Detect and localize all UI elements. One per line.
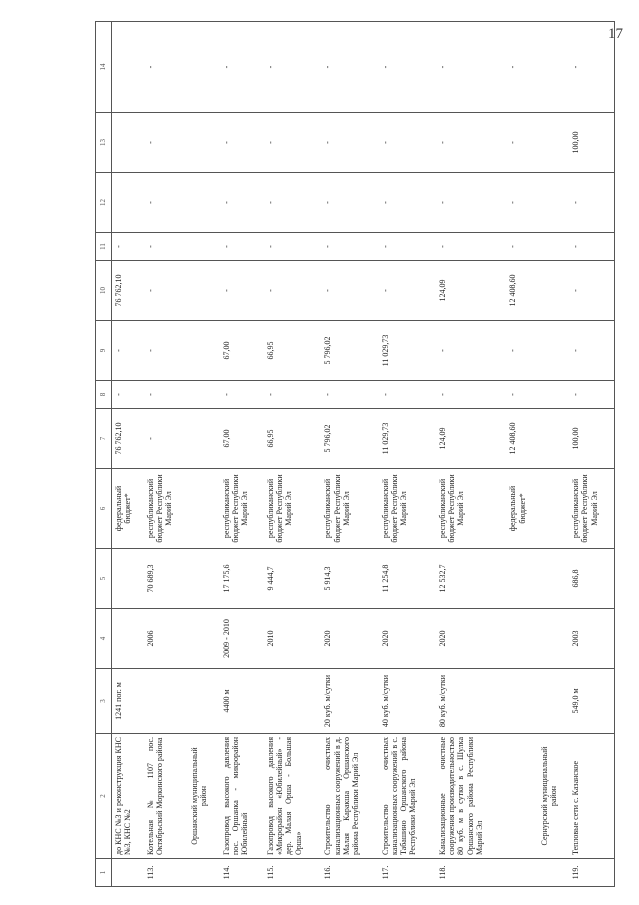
cell-cost: 9 444,7	[264, 549, 321, 609]
cell-num: 114.	[220, 859, 264, 887]
cell-c12: -	[144, 173, 188, 233]
cell-years	[112, 609, 144, 669]
cell-c10: -	[321, 261, 378, 321]
cell-c12: -	[321, 173, 378, 233]
cell-capacity: 4400 м	[220, 669, 264, 734]
section-empty-cell	[538, 22, 569, 113]
cell-c11: -	[144, 233, 188, 261]
cell-total: 11 029,73	[379, 409, 436, 469]
cell-years	[506, 609, 537, 669]
cell-c14: -	[144, 22, 188, 113]
section-empty-cell	[188, 261, 219, 321]
rotated-table-container	[95, 22, 615, 887]
cell-c9: 66,95	[264, 321, 321, 381]
cell-source: республиканский бюджет Республики Марий Эл	[379, 469, 436, 549]
cell-c14: -	[220, 22, 264, 113]
section-empty-cell	[188, 173, 219, 233]
cell-c9: -	[144, 321, 188, 381]
section-empty-cell	[538, 609, 569, 669]
cell-name: Газопровод высокого давления «Микрорайон «Юбилейный» - дер. Малая Орша - Большая Орша»	[264, 734, 321, 859]
section-empty-cell	[538, 469, 569, 549]
section-row	[538, 22, 569, 887]
cell-c13: -	[264, 113, 321, 173]
cell-name: Газопровод высокого давления пос. Оршанка - микрорайон Юбилейный	[220, 734, 264, 859]
cell-capacity: 549,0 м	[569, 669, 614, 734]
cell-source: республиканский бюджет Республики Марий Эл	[144, 469, 188, 549]
cell-c12: -	[264, 173, 321, 233]
cell-source: республиканский бюджет Республики Марий Эл	[321, 469, 378, 549]
cell-c13: -	[321, 113, 378, 173]
cell-cost	[112, 549, 144, 609]
cell-c14: -	[569, 22, 614, 113]
cell-num: 113.	[144, 859, 188, 887]
table-row	[144, 22, 188, 887]
section-empty-cell	[538, 549, 569, 609]
cell-source: республиканский бюджет Республики Марий Эл	[264, 469, 321, 549]
cell-total: 100,00	[569, 409, 614, 469]
section-empty-cell	[188, 669, 219, 734]
cell-c13: 100,00	[569, 113, 614, 173]
cell-c13: -	[506, 113, 537, 173]
section-num-cell	[188, 859, 219, 887]
section-empty-cell	[538, 381, 569, 409]
table-row	[220, 22, 264, 887]
cell-c9: 5 796,02	[321, 321, 378, 381]
column-header-2: 2	[96, 734, 112, 859]
cell-name: до КНС №3 и реконструкция КНС №3, КНС №2	[112, 734, 144, 859]
cell-num: 116.	[321, 859, 378, 887]
section-num-cell	[538, 859, 569, 887]
table-row	[436, 22, 506, 887]
table-row	[321, 22, 378, 887]
table-row	[569, 22, 614, 887]
column-header-8: 8	[96, 381, 112, 409]
cell-total: 5 796,02	[321, 409, 378, 469]
cell-c10: -	[569, 261, 614, 321]
cell-c10: 124,09	[436, 261, 506, 321]
section-empty-cell	[188, 609, 219, 669]
cell-years: 2006	[144, 609, 188, 669]
cell-c10: -	[379, 261, 436, 321]
cell-c14	[112, 22, 144, 113]
cell-c8: -	[112, 381, 144, 409]
column-header-1: 1	[96, 859, 112, 887]
table-row	[506, 22, 537, 887]
cell-c8: -	[506, 381, 537, 409]
cell-c9: 67,00	[220, 321, 264, 381]
cell-c14: -	[264, 22, 321, 113]
cell-c11: -	[506, 233, 537, 261]
cell-total: 67,00	[220, 409, 264, 469]
cell-years: 2009 - 2010	[220, 609, 264, 669]
cell-c10: -	[264, 261, 321, 321]
cell-c14: -	[506, 22, 537, 113]
cell-c8: -	[144, 381, 188, 409]
cell-cost	[506, 549, 537, 609]
cell-c8: -	[436, 381, 506, 409]
cell-cost: 12 532,7	[436, 549, 506, 609]
cell-num: 117.	[379, 859, 436, 887]
cell-c12	[112, 173, 144, 233]
cell-c11: -	[112, 233, 144, 261]
section-empty-cell	[188, 113, 219, 173]
section-empty-cell	[188, 233, 219, 261]
investment-objects-table	[95, 21, 615, 887]
cell-total: 76 762,10	[112, 409, 144, 469]
cell-num	[112, 859, 144, 887]
cell-c13: -	[220, 113, 264, 173]
cell-c12: -	[436, 173, 506, 233]
cell-c12: -	[569, 173, 614, 233]
section-empty-cell	[538, 669, 569, 734]
section-title: Сернурский муниципальный район	[538, 734, 569, 859]
cell-c10: -	[220, 261, 264, 321]
cell-years: 2020	[379, 609, 436, 669]
cell-num: 118.	[436, 859, 506, 887]
cell-capacity: 80 куб. м/сутки	[436, 669, 506, 734]
cell-c10: 12 408,60	[506, 261, 537, 321]
column-header-10: 10	[96, 261, 112, 321]
cell-name: Тепловые сети с. Казанское	[569, 734, 614, 859]
cell-c13	[112, 113, 144, 173]
cell-name: Строительство очистных канализационных сооружений в с. Табашино Оршанского района Республики Марий Эл	[379, 734, 436, 859]
cell-source: федеральный бюджет*	[506, 469, 537, 549]
cell-c14: -	[321, 22, 378, 113]
cell-capacity	[506, 669, 537, 734]
column-header-13: 13	[96, 113, 112, 173]
cell-c9: -	[569, 321, 614, 381]
cell-num: 115.	[264, 859, 321, 887]
section-empty-cell	[538, 321, 569, 381]
table-row	[112, 22, 144, 887]
table-row	[264, 22, 321, 887]
cell-c13: -	[379, 113, 436, 173]
cell-c11: -	[264, 233, 321, 261]
page-number: 17	[608, 26, 623, 42]
section-empty-cell	[188, 321, 219, 381]
column-header-6: 6	[96, 469, 112, 549]
column-header-9: 9	[96, 321, 112, 381]
cell-name: Канализационные очистные сооружения производительностью 80 куб. м в сутки в с. Шулка Оршанского района Республики Марий Эл	[436, 734, 506, 859]
cell-total: 12 408,60	[506, 409, 537, 469]
cell-capacity: 1241 пог. м	[112, 669, 144, 734]
cell-capacity	[264, 669, 321, 734]
cell-c8: -	[220, 381, 264, 409]
header-row	[96, 22, 112, 887]
cell-cost: 5 914,3	[321, 549, 378, 609]
column-header-5: 5	[96, 549, 112, 609]
cell-years: 2003	[569, 609, 614, 669]
cell-total: 66,95	[264, 409, 321, 469]
section-empty-cell	[188, 381, 219, 409]
cell-source: федеральный бюджет*	[112, 469, 144, 549]
cell-source: республиканский бюджет Республики Марий Эл	[569, 469, 614, 549]
cell-years: 2020	[321, 609, 378, 669]
section-title: Оршанский муниципальный район	[188, 734, 219, 859]
cell-capacity: 20 куб. м/сутки	[321, 669, 378, 734]
cell-cost: 17 175,6	[220, 549, 264, 609]
section-empty-cell	[538, 233, 569, 261]
cell-source: республиканский бюджет Республики Марий Эл	[436, 469, 506, 549]
cell-c11: -	[220, 233, 264, 261]
section-empty-cell	[538, 113, 569, 173]
cell-c13: -	[144, 113, 188, 173]
cell-years: 2020	[436, 609, 506, 669]
cell-name: Котельная № 1107 пос. Октябрьский Моркинского района	[144, 734, 188, 859]
cell-years: 2010	[264, 609, 321, 669]
cell-c8: -	[379, 381, 436, 409]
cell-c10: 76 762,10	[112, 261, 144, 321]
section-empty-cell	[188, 469, 219, 549]
section-empty-cell	[538, 173, 569, 233]
cell-c11: -	[436, 233, 506, 261]
cell-c14: -	[436, 22, 506, 113]
cell-c12: -	[220, 173, 264, 233]
cell-name: Строительство очистных канализационных сооружений в д. Малая Каракша Оршанского района Республики Марий Эл	[321, 734, 378, 859]
section-empty-cell	[538, 261, 569, 321]
section-row	[188, 22, 219, 887]
column-header-12: 12	[96, 173, 112, 233]
cell-num	[506, 859, 537, 887]
cell-c8: -	[569, 381, 614, 409]
cell-total: -	[144, 409, 188, 469]
cell-source: республиканский бюджет Республики Марий Эл	[220, 469, 264, 549]
cell-c8: -	[264, 381, 321, 409]
cell-c13: -	[436, 113, 506, 173]
cell-c9: -	[506, 321, 537, 381]
column-header-3: 3	[96, 669, 112, 734]
cell-c9: -	[112, 321, 144, 381]
cell-c12: -	[506, 173, 537, 233]
column-header-4: 4	[96, 609, 112, 669]
cell-c9: 11 029,73	[379, 321, 436, 381]
cell-capacity	[144, 669, 188, 734]
table-row	[379, 22, 436, 887]
section-empty-cell	[538, 409, 569, 469]
cell-c12: -	[379, 173, 436, 233]
column-header-11: 11	[96, 233, 112, 261]
cell-c10: -	[144, 261, 188, 321]
cell-total: 124,09	[436, 409, 506, 469]
section-empty-cell	[188, 549, 219, 609]
cell-name	[506, 734, 537, 859]
cell-capacity: 40 куб. м/сутки	[379, 669, 436, 734]
cell-c11: -	[321, 233, 378, 261]
cell-num: 119.	[569, 859, 614, 887]
cell-cost: 11 254,8	[379, 549, 436, 609]
column-header-7: 7	[96, 409, 112, 469]
section-empty-cell	[188, 22, 219, 113]
cell-cost: 686,8	[569, 549, 614, 609]
cell-c8: -	[321, 381, 378, 409]
cell-c11: -	[569, 233, 614, 261]
column-header-14: 14	[96, 22, 112, 113]
cell-cost: 70 689,3	[144, 549, 188, 609]
cell-c14: -	[379, 22, 436, 113]
cell-c9: -	[436, 321, 506, 381]
cell-c11: -	[379, 233, 436, 261]
section-empty-cell	[188, 409, 219, 469]
